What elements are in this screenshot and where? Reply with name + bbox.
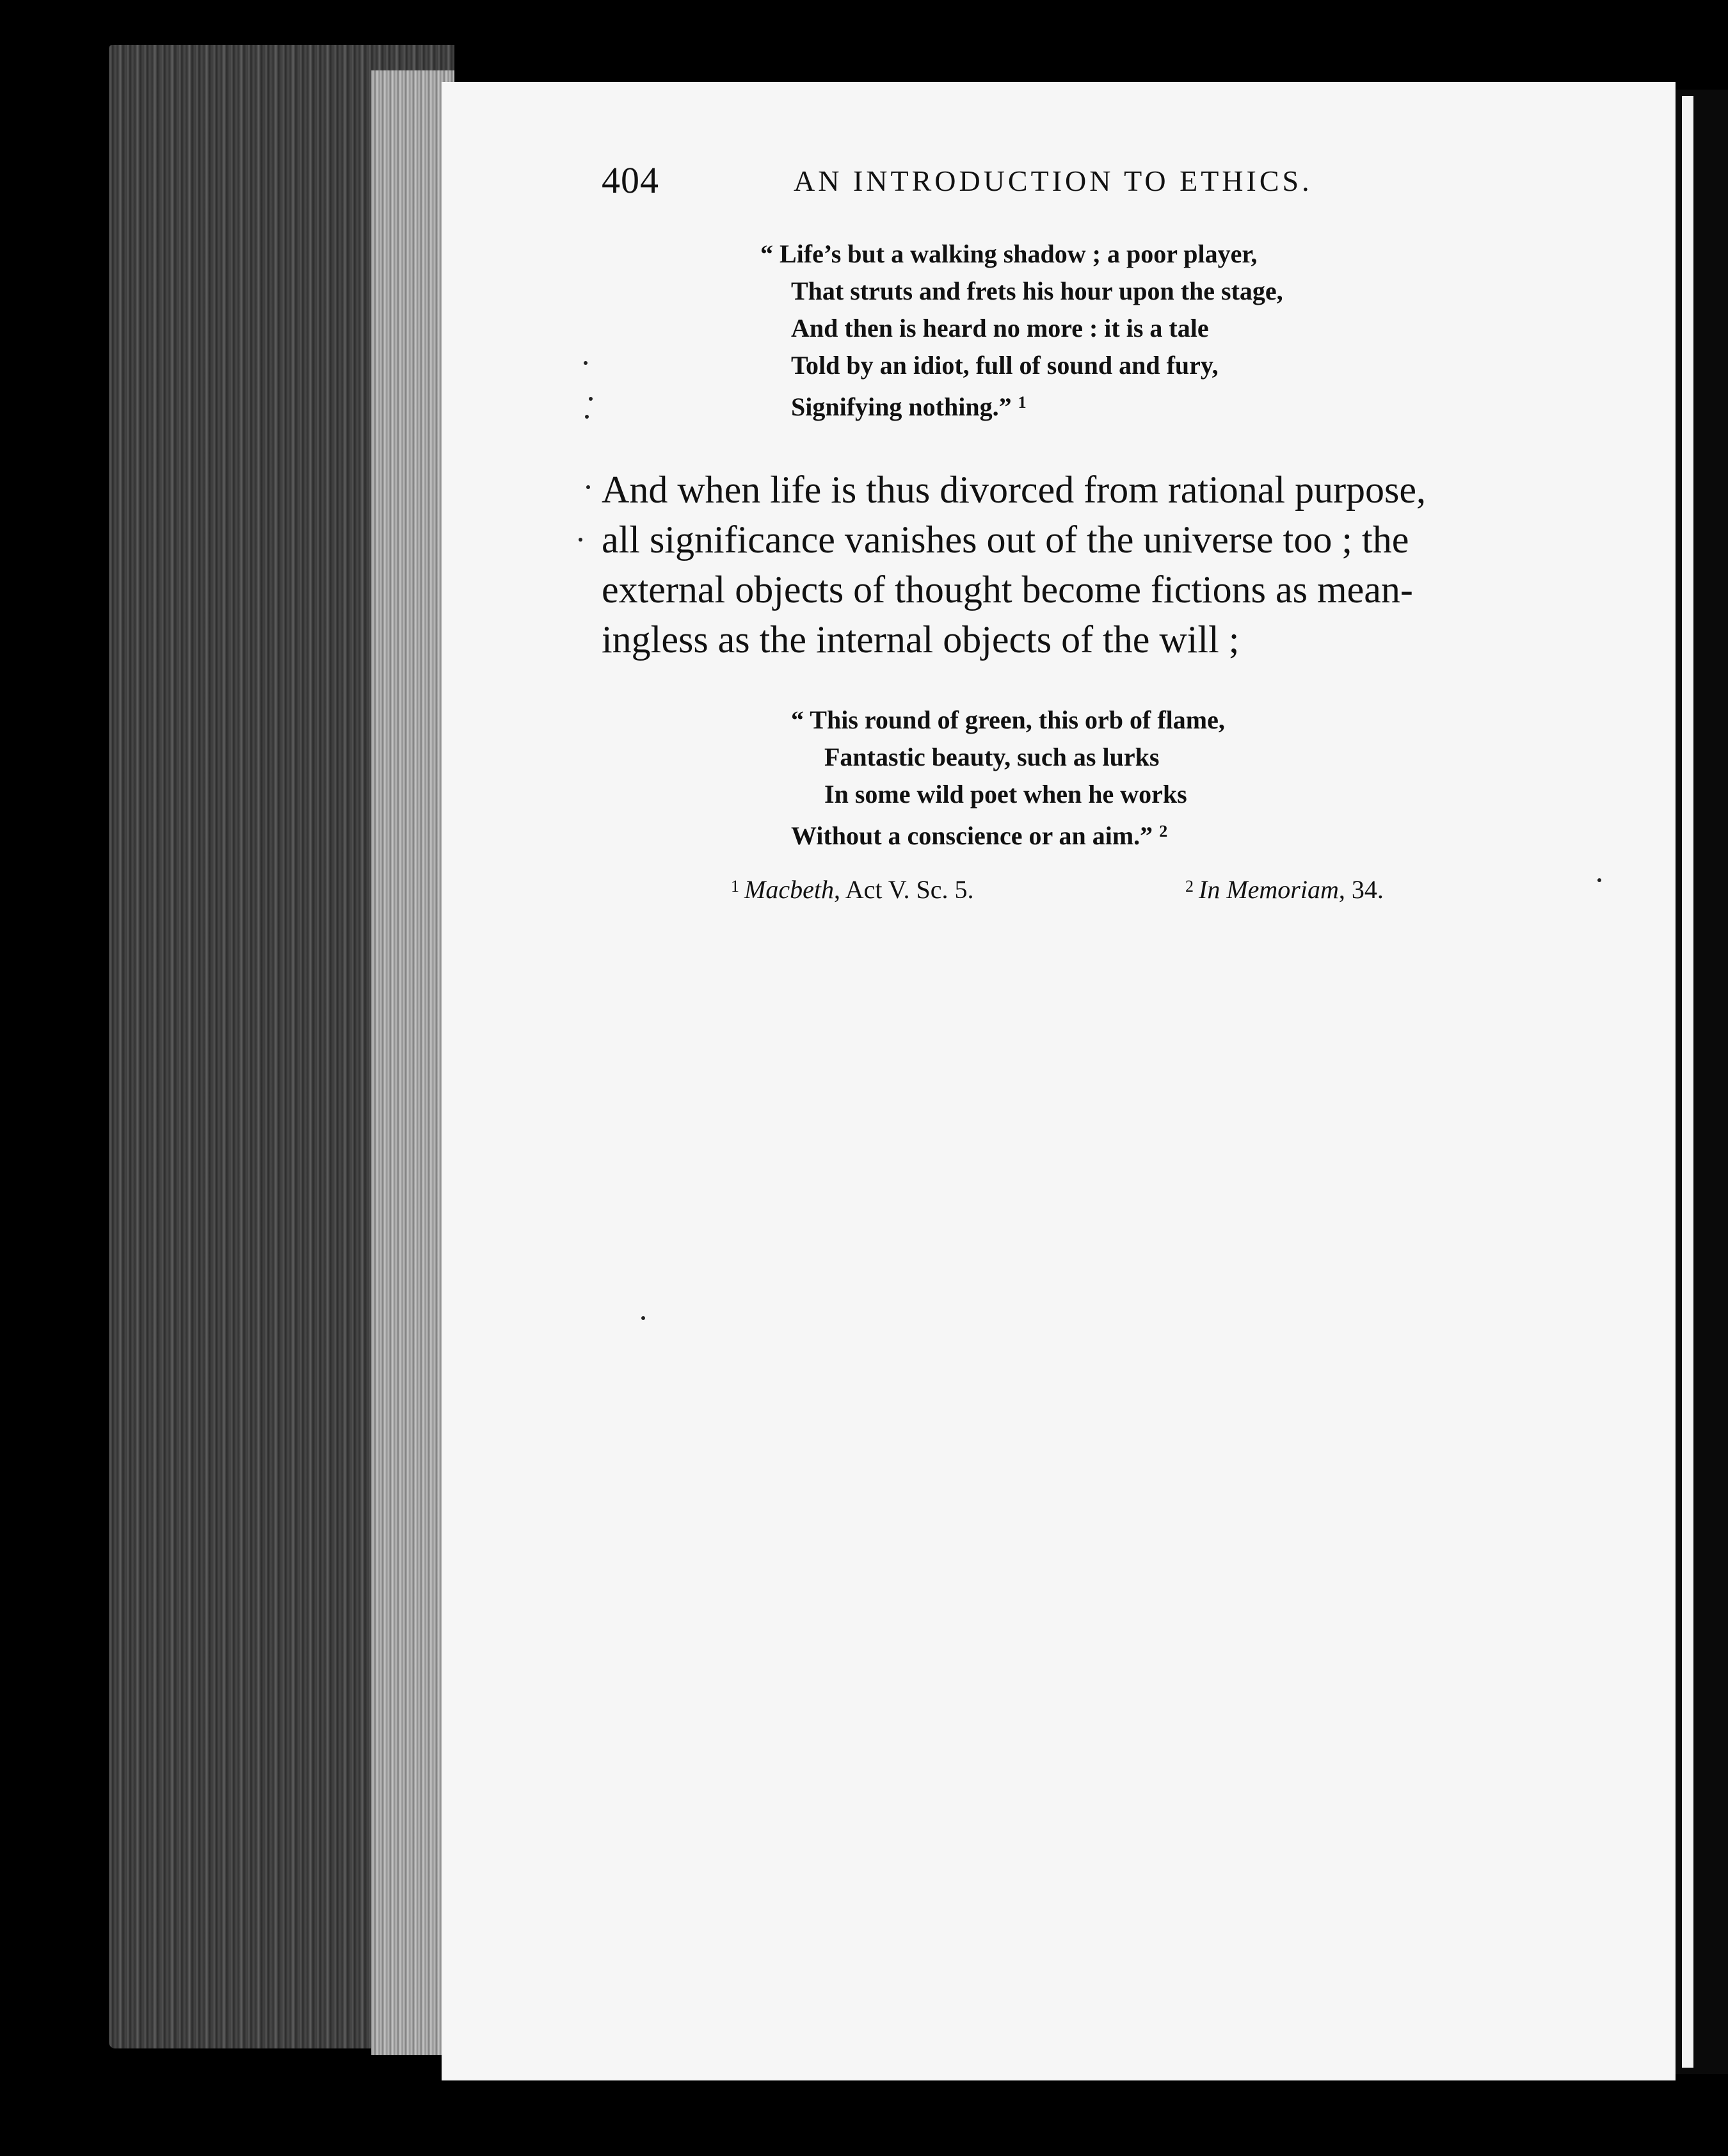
footnote-1 [731,874,974,905]
print-speck [641,1316,645,1320]
verse-line-text: Signifying nothing.” [791,392,1012,421]
body-paragraph [602,465,1568,664]
footnote-citation: , 34. [1338,875,1384,904]
running-head [602,159,1626,216]
verse-line: “ This round of green, this orb of flame, [791,705,1225,734]
running-title: AN INTRODUCTION TO ETHICS. [794,165,1313,197]
verse-line: Fantastic beauty, such as lurks [824,743,1160,771]
footnote-reference: 2 [1159,822,1168,841]
footnote-mark: 2 [1185,877,1194,896]
verse-quotation-in-memoriam [791,702,1225,855]
page-number: 404 [602,159,659,201]
paragraph-line: external objects of thought become fictions as mean- [602,568,1413,611]
verse-quotation-macbeth [760,236,1283,426]
verse-line-last [760,384,1283,426]
paragraph-line: all significance vanishes out of the universe too ; the [602,519,1409,561]
print-speck [1597,878,1601,882]
footnote-work: In Memoriam [1199,875,1339,904]
verse-line: That struts and frets his hour upon the stage, [791,277,1283,305]
verse-line-last [791,813,1225,855]
facing-page-edge [1682,96,1693,2068]
print-speck [585,415,589,419]
footnote-citation: , Act V. Sc. 5. [833,875,974,904]
paragraph-line: ingless as the internal objects of the will ; [602,618,1240,661]
verse-line: Told by an idiot, full of sound and fury, [791,351,1219,380]
footnote-work: Macbeth [744,875,834,904]
book-page [442,82,1676,2080]
print-speck [579,538,582,542]
footnote-2 [1185,874,1384,905]
print-speck [586,485,590,489]
footnote-reference: 1 [1018,393,1027,412]
verse-line-text: Without a conscience or an aim.” [791,821,1153,850]
print-speck [584,361,588,365]
paragraph-line: And when life is thus divorced from rational purpose, [602,469,1427,511]
print-speck [589,397,593,401]
verse-line: “ Life’s but a walking shadow ; a poor player, [760,239,1258,268]
verse-line: And then is heard no more : it is a tale [791,314,1209,342]
footnotes [731,874,1563,919]
verse-line: In some wild poet when he works [824,780,1187,808]
footnote-mark: 1 [731,877,739,896]
